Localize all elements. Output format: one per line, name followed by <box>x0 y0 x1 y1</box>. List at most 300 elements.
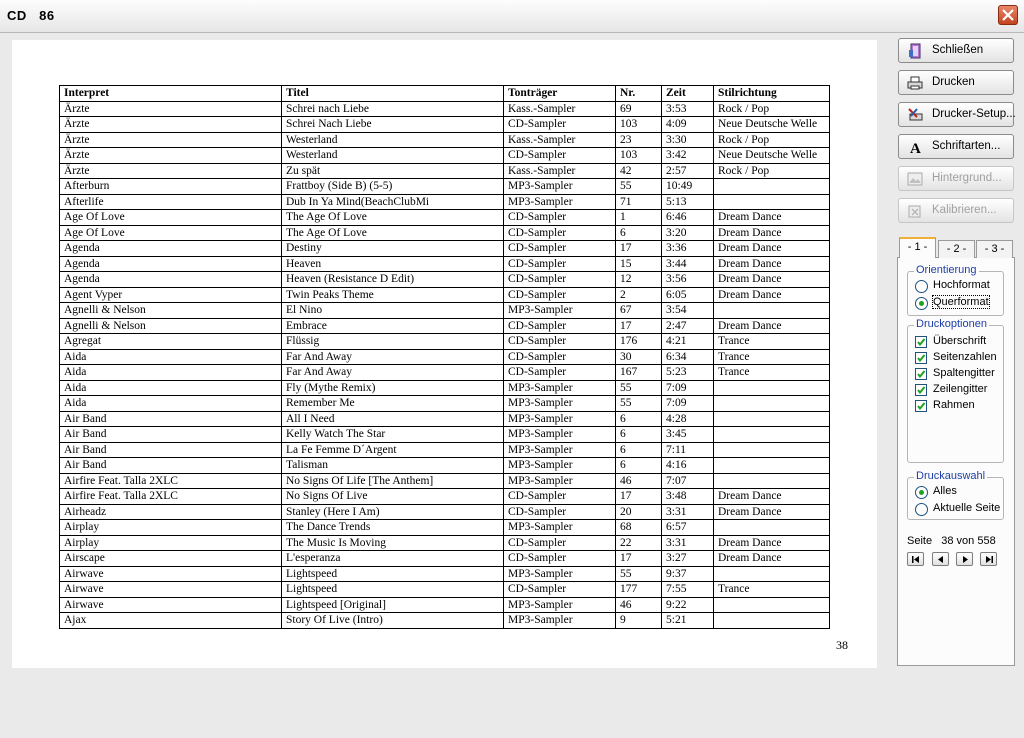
print-button[interactable] <box>898 70 1014 95</box>
cell-stilrichtung <box>714 520 830 536</box>
table-row <box>60 303 830 319</box>
table-row <box>60 334 830 350</box>
cell-stilrichtung: Dream Dance <box>714 256 830 272</box>
cell-interpret: Ärzte <box>60 132 282 148</box>
cell-tontraeger: MP3-Sampler <box>504 473 616 489</box>
cell-interpret: Airplay <box>60 520 282 536</box>
page-indicator <box>907 535 996 547</box>
cell-interpret: Agenda <box>60 241 282 257</box>
radio-dot <box>919 490 924 495</box>
checkbox[interactable] <box>915 368 927 380</box>
cell-zeit: 3:53 <box>662 101 714 117</box>
cell-nr: 6 <box>616 411 662 427</box>
cell-titel: Zu spät <box>282 163 504 179</box>
table-row <box>60 194 830 210</box>
printer-icon <box>907 75 923 91</box>
cell-titel: The Dance Trends <box>282 520 504 536</box>
cell-interpret: Air Band <box>60 427 282 443</box>
table-row <box>60 582 830 598</box>
cell-zeit: 6:57 <box>662 520 714 536</box>
cell-titel: Far And Away <box>282 349 504 365</box>
print-option-label: Überschrift <box>933 335 987 347</box>
cell-tontraeger: CD-Sampler <box>504 256 616 272</box>
cell-interpret: Agnelli & Nelson <box>60 318 282 334</box>
column-header-tontraeger: Tonträger <box>504 86 616 102</box>
cell-tontraeger: CD-Sampler <box>504 117 616 133</box>
table-row <box>60 117 830 133</box>
cell-zeit: 7:07 <box>662 473 714 489</box>
printer-tools-icon <box>907 107 923 123</box>
cell-zeit: 4:16 <box>662 458 714 474</box>
first-page-button[interactable] <box>907 552 924 566</box>
calibrate-button[interactable] <box>898 198 1014 223</box>
table-row <box>60 442 830 458</box>
checkmark-icon <box>916 353 926 363</box>
cell-zeit: 2:47 <box>662 318 714 334</box>
cell-stilrichtung: Dream Dance <box>714 225 830 241</box>
cell-tontraeger: Kass.-Sampler <box>504 163 616 179</box>
radio-button[interactable] <box>915 280 928 293</box>
cell-nr: 167 <box>616 365 662 381</box>
cell-tontraeger: MP3-Sampler <box>504 613 616 629</box>
record-table <box>59 85 830 629</box>
cell-interpret: Airplay <box>60 535 282 551</box>
cell-tontraeger: MP3-Sampler <box>504 597 616 613</box>
cell-titel: L'esperanza <box>282 551 504 567</box>
window-title: CD 86 <box>7 8 55 23</box>
cell-tontraeger: CD-Sampler <box>504 210 616 226</box>
cell-stilrichtung <box>714 396 830 412</box>
cell-nr: 17 <box>616 241 662 257</box>
cell-interpret: Airscape <box>60 551 282 567</box>
page-number: 38 <box>836 638 848 652</box>
cell-stilrichtung: Dream Dance <box>714 504 830 520</box>
cell-stilrichtung <box>714 458 830 474</box>
cell-zeit: 9:37 <box>662 566 714 582</box>
cell-stilrichtung <box>714 411 830 427</box>
cell-zeit: 5:23 <box>662 365 714 381</box>
table-row <box>60 458 830 474</box>
cell-nr: 46 <box>616 597 662 613</box>
cell-zeit: 5:13 <box>662 194 714 210</box>
cell-zeit: 4:28 <box>662 411 714 427</box>
cell-stilrichtung <box>714 566 830 582</box>
cell-interpret: Airwave <box>60 597 282 613</box>
last-page-button[interactable] <box>980 552 997 566</box>
cell-stilrichtung: Trance <box>714 349 830 365</box>
cell-tontraeger: CD-Sampler <box>504 504 616 520</box>
calibrate-icon <box>907 203 923 219</box>
cell-zeit: 3:20 <box>662 225 714 241</box>
cell-nr: 71 <box>616 194 662 210</box>
cell-nr: 9 <box>616 613 662 629</box>
print-option-label: Spaltengitter <box>933 367 995 379</box>
checkbox[interactable] <box>915 400 927 412</box>
print-button-label: Drucken <box>932 76 975 88</box>
cell-interpret: Agenda <box>60 256 282 272</box>
cell-stilrichtung: Dream Dance <box>714 318 830 334</box>
cell-tontraeger: Kass.-Sampler <box>504 132 616 148</box>
cell-zeit: 6:05 <box>662 287 714 303</box>
door-exit-icon <box>907 43 923 59</box>
cell-interpret: Afterlife <box>60 194 282 210</box>
radio-button-selected[interactable] <box>915 297 928 310</box>
cell-nr: 6 <box>616 458 662 474</box>
cell-nr: 17 <box>616 551 662 567</box>
cell-titel: All I Need <box>282 411 504 427</box>
cell-stilrichtung: Dream Dance <box>714 287 830 303</box>
cell-titel: Schrei nach Liebe <box>282 101 504 117</box>
printer-setup-button[interactable] <box>898 102 1014 127</box>
checkbox[interactable] <box>915 336 927 348</box>
table-row <box>60 101 830 117</box>
print-option-label: Seitenzahlen <box>933 351 997 363</box>
cell-nr: 23 <box>616 132 662 148</box>
cell-titel: Far And Away <box>282 365 504 381</box>
cell-nr: 6 <box>616 427 662 443</box>
table-row <box>60 256 830 272</box>
cell-zeit: 7:09 <box>662 380 714 396</box>
cell-zeit: 9:22 <box>662 597 714 613</box>
cell-titel: Embrace <box>282 318 504 334</box>
cell-titel: Dub In Ya Mind(BeachClubMi <box>282 194 504 210</box>
cell-interpret: Agenda <box>60 272 282 288</box>
cell-tontraeger: CD-Sampler <box>504 148 616 164</box>
cell-stilrichtung <box>714 597 830 613</box>
cell-nr: 17 <box>616 489 662 505</box>
checkmark-icon <box>916 385 926 395</box>
radio-button[interactable] <box>915 503 928 516</box>
cell-nr: 55 <box>616 380 662 396</box>
title-bar <box>0 0 1024 33</box>
cell-titel: Remember Me <box>282 396 504 412</box>
cell-stilrichtung: Trance <box>714 582 830 598</box>
cell-stilrichtung: Rock / Pop <box>714 163 830 179</box>
print-options-group-label: Druckoptionen <box>916 318 987 330</box>
cell-interpret: Ärzte <box>60 117 282 133</box>
cell-nr: 6 <box>616 442 662 458</box>
cell-nr: 177 <box>616 582 662 598</box>
previous-page-icon <box>936 555 946 564</box>
table-row <box>60 318 830 334</box>
cell-stilrichtung: Trance <box>714 334 830 350</box>
print-current-page-label: Aktuelle Seite <box>933 502 1001 514</box>
cell-interpret: Air Band <box>60 411 282 427</box>
cell-titel: Heaven (Resistance D Edit) <box>282 272 504 288</box>
cell-tontraeger: CD-Sampler <box>504 551 616 567</box>
cell-titel: Fly (Mythe Remix) <box>282 380 504 396</box>
cell-nr: 12 <box>616 272 662 288</box>
cell-nr: 6 <box>616 225 662 241</box>
radio-button-selected[interactable] <box>915 486 928 499</box>
last-page-icon <box>984 555 994 564</box>
checkmark-icon <box>916 337 926 347</box>
orientation-landscape-label: Querformat <box>933 296 989 308</box>
table-row <box>60 427 830 443</box>
close-button-label: Schließen <box>932 44 984 56</box>
cell-titel: The Age Of Love <box>282 210 504 226</box>
tab-3[interactable]: - 3 - <box>976 240 1013 258</box>
fonts-button-label: Schriftarten... <box>932 140 1001 152</box>
cell-interpret: Agent Vyper <box>60 287 282 303</box>
previous-page-button[interactable] <box>932 552 949 566</box>
cell-nr: 55 <box>616 566 662 582</box>
cell-interpret: Air Band <box>60 442 282 458</box>
cell-stilrichtung: Rock / Pop <box>714 132 830 148</box>
cell-nr: 20 <box>616 504 662 520</box>
cell-stilrichtung: Dream Dance <box>714 272 830 288</box>
table-row <box>60 287 830 303</box>
cell-nr: 55 <box>616 396 662 412</box>
column-header-stilrichtung: Stilrichtung <box>714 86 830 102</box>
cell-zeit: 2:57 <box>662 163 714 179</box>
table-row <box>60 489 830 505</box>
cell-interpret: Agnelli & Nelson <box>60 303 282 319</box>
cell-zeit: 3:42 <box>662 148 714 164</box>
cell-zeit: 7:55 <box>662 582 714 598</box>
cell-titel: Flüssig <box>282 334 504 350</box>
cell-stilrichtung: Rock / Pop <box>714 101 830 117</box>
cell-interpret: Afterburn <box>60 179 282 195</box>
printer-setup-button-label: Drucker-Setup... <box>932 108 1016 120</box>
cell-tontraeger: CD-Sampler <box>504 582 616 598</box>
cell-tontraeger: MP3-Sampler <box>504 396 616 412</box>
table-row <box>60 210 830 226</box>
cell-zeit: 5:21 <box>662 613 714 629</box>
cell-titel: Lightspeed [Original] <box>282 597 504 613</box>
cell-interpret: Airwave <box>60 582 282 598</box>
column-header-zeit: Zeit <box>662 86 714 102</box>
cell-titel: Lightspeed <box>282 582 504 598</box>
cell-nr: 2 <box>616 287 662 303</box>
table-row <box>60 163 830 179</box>
cell-interpret: Airfire Feat. Talla 2XLC <box>60 489 282 505</box>
cell-nr: 103 <box>616 117 662 133</box>
cell-stilrichtung: Dream Dance <box>714 489 830 505</box>
table-row <box>60 613 830 629</box>
cell-stilrichtung: Neue Deutsche Welle <box>714 117 830 133</box>
cell-stilrichtung <box>714 303 830 319</box>
cell-titel: Schrei Nach Liebe <box>282 117 504 133</box>
table-row <box>60 535 830 551</box>
cell-stilrichtung <box>714 380 830 396</box>
cell-nr: 17 <box>616 318 662 334</box>
cell-titel: The Age Of Love <box>282 225 504 241</box>
cell-titel: No Signs Of Life [The Anthem] <box>282 473 504 489</box>
cell-tontraeger: MP3-Sampler <box>504 566 616 582</box>
window-close-button[interactable] <box>998 5 1018 25</box>
svg-text:A: A <box>910 141 921 155</box>
cell-tontraeger: MP3-Sampler <box>504 179 616 195</box>
cell-tontraeger: MP3-Sampler <box>504 458 616 474</box>
print-selection-group-label: Druckauswahl <box>916 470 986 482</box>
cell-zeit: 3:44 <box>662 256 714 272</box>
cell-zeit: 4:21 <box>662 334 714 350</box>
table-row <box>60 148 830 164</box>
cell-interpret: Aida <box>60 396 282 412</box>
cell-tontraeger: CD-Sampler <box>504 318 616 334</box>
background-image-icon <box>907 171 923 187</box>
page-indicator-value: 38 von 558 <box>941 535 996 547</box>
cell-nr: 103 <box>616 148 662 164</box>
first-page-icon <box>911 555 921 564</box>
cell-titel: Twin Peaks Theme <box>282 287 504 303</box>
cell-stilrichtung: Trance <box>714 365 830 381</box>
table-row <box>60 597 830 613</box>
cell-interpret: Airfire Feat. Talla 2XLC <box>60 473 282 489</box>
cell-stilrichtung <box>714 194 830 210</box>
cell-zeit: 3:56 <box>662 272 714 288</box>
radio-dot <box>919 301 924 306</box>
table-row <box>60 551 830 567</box>
cell-interpret: Aida <box>60 380 282 396</box>
cell-nr: 69 <box>616 101 662 117</box>
cell-titel: El Nino <box>282 303 504 319</box>
cell-zeit: 10:49 <box>662 179 714 195</box>
cell-nr: 68 <box>616 520 662 536</box>
cell-titel: La Fe Femme D´Argent <box>282 442 504 458</box>
table-row <box>60 566 830 582</box>
checkmark-icon <box>916 369 926 379</box>
cell-tontraeger: CD-Sampler <box>504 349 616 365</box>
cell-nr: 30 <box>616 349 662 365</box>
checkmark-icon <box>916 401 926 411</box>
table-row <box>60 272 830 288</box>
cell-tontraeger: MP3-Sampler <box>504 442 616 458</box>
next-page-button[interactable] <box>956 552 973 566</box>
cell-zeit: 7:09 <box>662 396 714 412</box>
table-row <box>60 396 830 412</box>
table-row <box>60 365 830 381</box>
cell-nr: 55 <box>616 179 662 195</box>
cell-interpret: Airwave <box>60 566 282 582</box>
cell-titel: Destiny <box>282 241 504 257</box>
cell-tontraeger: MP3-Sampler <box>504 520 616 536</box>
cell-nr: 1 <box>616 210 662 226</box>
cell-stilrichtung: Dream Dance <box>714 551 830 567</box>
next-page-icon <box>960 555 970 564</box>
cell-tontraeger: CD-Sampler <box>504 287 616 303</box>
checkbox[interactable] <box>915 384 927 396</box>
cell-interpret: Air Band <box>60 458 282 474</box>
orientation-group-label: Orientierung <box>916 264 977 276</box>
cell-interpret: Agregat <box>60 334 282 350</box>
cell-zeit: 3:27 <box>662 551 714 567</box>
cell-interpret: Aida <box>60 349 282 365</box>
table-row <box>60 225 830 241</box>
print-all-label: Alles <box>933 485 957 497</box>
cell-zeit: 3:45 <box>662 427 714 443</box>
cell-tontraeger: CD-Sampler <box>504 272 616 288</box>
fonts-button[interactable] <box>898 134 1014 159</box>
table-header-row <box>60 86 830 102</box>
table-row <box>60 179 830 195</box>
cell-nr: 42 <box>616 163 662 179</box>
tab-1[interactable]: - 1 - <box>899 237 936 258</box>
column-header-nr: Nr. <box>616 86 662 102</box>
cell-interpret: Aida <box>60 365 282 381</box>
cell-interpret: Age Of Love <box>60 225 282 241</box>
cell-zeit: 3:31 <box>662 504 714 520</box>
font-a-icon <box>907 139 923 155</box>
cell-zeit: 3:48 <box>662 489 714 505</box>
cell-interpret: Age Of Love <box>60 210 282 226</box>
cell-stilrichtung: Dream Dance <box>714 535 830 551</box>
cell-stilrichtung <box>714 179 830 195</box>
cell-zeit: 4:09 <box>662 117 714 133</box>
cell-zeit: 3:36 <box>662 241 714 257</box>
cell-stilrichtung <box>714 427 830 443</box>
column-header-interpret: Interpret <box>60 86 282 102</box>
table-row <box>60 504 830 520</box>
cell-zeit: 6:46 <box>662 210 714 226</box>
table-row <box>60 411 830 427</box>
cell-titel: Westerland <box>282 148 504 164</box>
cell-titel: Heaven <box>282 256 504 272</box>
cell-tontraeger: MP3-Sampler <box>504 303 616 319</box>
table-row <box>60 132 830 148</box>
background-button[interactable] <box>898 166 1014 191</box>
print-option-label: Rahmen <box>933 399 975 411</box>
cell-stilrichtung <box>714 442 830 458</box>
cell-nr: 46 <box>616 473 662 489</box>
table-row <box>60 473 830 489</box>
cell-zeit: 3:30 <box>662 132 714 148</box>
cell-titel: Lightspeed <box>282 566 504 582</box>
cell-titel: No Signs Of Live <box>282 489 504 505</box>
cell-tontraeger: CD-Sampler <box>504 241 616 257</box>
cell-stilrichtung: Neue Deutsche Welle <box>714 148 830 164</box>
cell-nr: 15 <box>616 256 662 272</box>
cell-tontraeger: MP3-Sampler <box>504 380 616 396</box>
cell-tontraeger: CD-Sampler <box>504 535 616 551</box>
cell-tontraeger: CD-Sampler <box>504 334 616 350</box>
cell-titel: Story Of Live (Intro) <box>282 613 504 629</box>
cell-interpret: Ärzte <box>60 101 282 117</box>
cell-tontraeger: MP3-Sampler <box>504 411 616 427</box>
cell-stilrichtung <box>714 473 830 489</box>
tab-2[interactable]: - 2 - <box>938 240 975 258</box>
cell-tontraeger: MP3-Sampler <box>504 427 616 443</box>
orientation-portrait-label: Hochformat <box>933 279 990 291</box>
cell-nr: 22 <box>616 535 662 551</box>
cell-titel: Westerland <box>282 132 504 148</box>
cell-titel: Stanley (Here I Am) <box>282 504 504 520</box>
cell-tontraeger: Kass.-Sampler <box>504 101 616 117</box>
cell-zeit: 7:11 <box>662 442 714 458</box>
cell-stilrichtung: Dream Dance <box>714 210 830 226</box>
cell-stilrichtung <box>714 613 830 629</box>
cell-nr: 67 <box>616 303 662 319</box>
cell-tontraeger: CD-Sampler <box>504 489 616 505</box>
close-icon <box>1002 9 1014 21</box>
cell-zeit: 6:34 <box>662 349 714 365</box>
page-indicator-label: Seite <box>907 535 933 547</box>
cell-zeit: 3:54 <box>662 303 714 319</box>
close-button[interactable] <box>898 38 1014 63</box>
cell-tontraeger: CD-Sampler <box>504 225 616 241</box>
cell-titel: Kelly Watch The Star <box>282 427 504 443</box>
print-option-label: Zeilengitter <box>933 383 988 395</box>
cell-nr: 176 <box>616 334 662 350</box>
cell-interpret: Ärzte <box>60 148 282 164</box>
cell-interpret: Airheadz <box>60 504 282 520</box>
cell-stilrichtung: Dream Dance <box>714 241 830 257</box>
checkbox[interactable] <box>915 352 927 364</box>
cell-titel: Talisman <box>282 458 504 474</box>
cell-zeit: 3:31 <box>662 535 714 551</box>
background-button-label: Hintergrund... <box>932 172 1002 184</box>
